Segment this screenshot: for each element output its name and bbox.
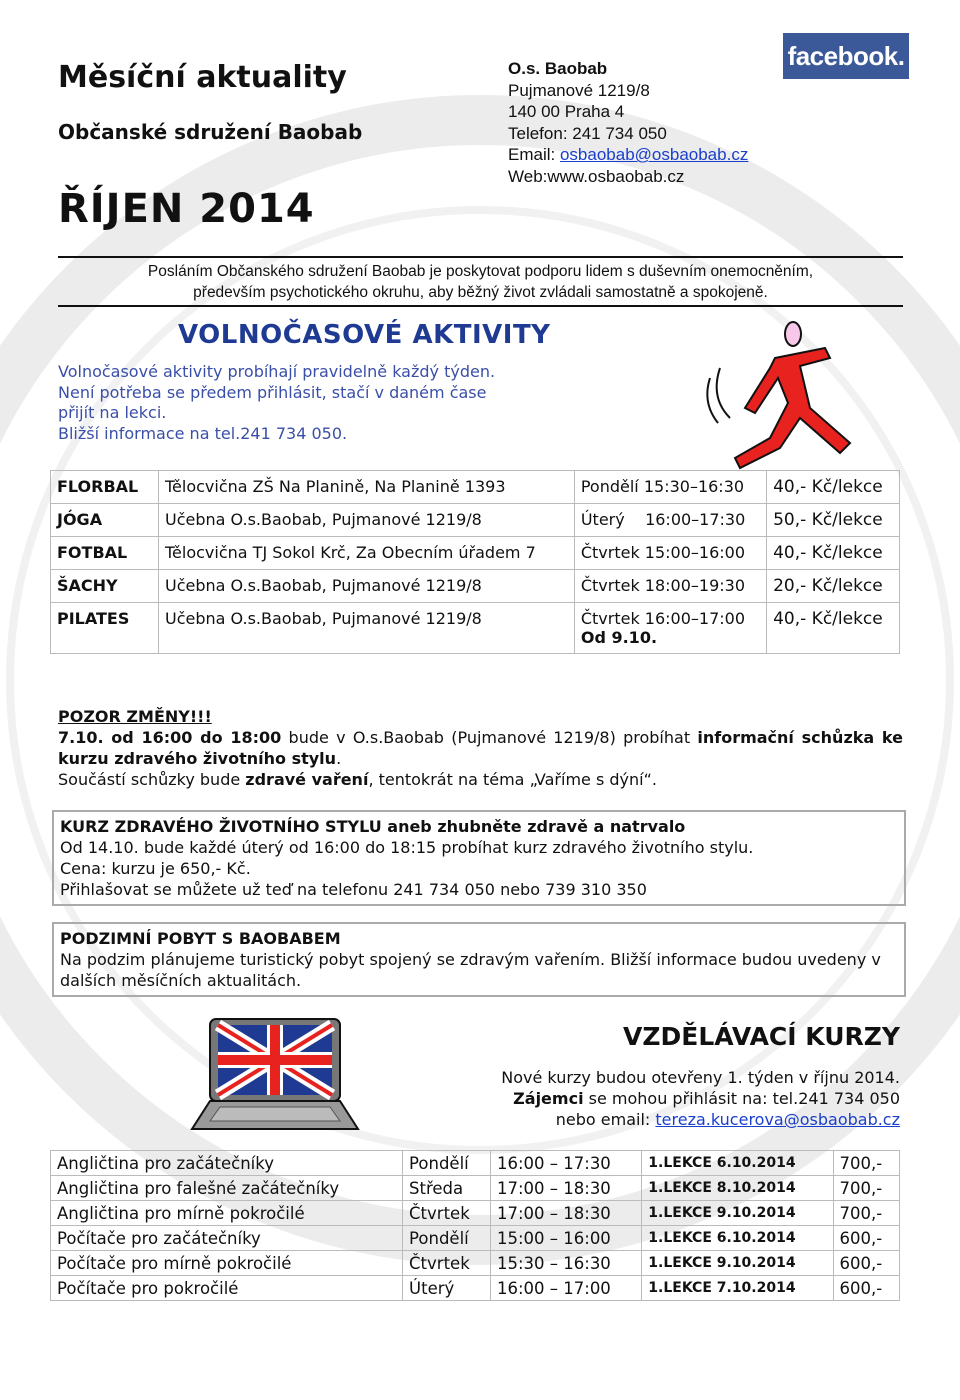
notice-text: , tentokrát na téma „Vaříme s dýní“. [368, 770, 657, 789]
course-time: 15:30 – 16:30 [490, 1251, 641, 1276]
activity-price: 40,- Kč/lekce [767, 603, 900, 654]
notice-event: informační schůzka ke kurzu zdravého životního stylu [58, 728, 903, 768]
course-name: Počítače pro mírně pokročilé [51, 1251, 403, 1276]
course-name: Počítače pro pokročilé [51, 1276, 403, 1301]
course-price: 600,- [833, 1226, 899, 1251]
activity-place: Tělocvična ZŠ Na Planině, Na Planině 1393 [159, 471, 575, 504]
education-line: Nové kurzy budou otevřeny 1. týden v říjnu 2014. [501, 1068, 900, 1087]
activity-name: FLORBAL [51, 471, 159, 504]
course-first-lesson: 1.LEKCE 9.10.2014 [642, 1251, 833, 1276]
course-price: 600,- [833, 1276, 899, 1301]
activity-place: Učebna O.s.Baobab, Pujmanové 1219/8 [159, 603, 575, 654]
mission-statement [58, 256, 903, 307]
course-first-lesson: 1.LEKCE 6.10.2014 [642, 1151, 833, 1176]
course-name: Počítače pro začátečníky [51, 1226, 403, 1251]
activities-table [50, 470, 900, 654]
activity-price: 40,- Kč/lekce [767, 471, 900, 504]
mission-line: především psychotického okruhu, aby běžný život zvládali samostatně a spokojeně. [193, 284, 768, 301]
facebook-logo[interactable]: facebook. [783, 33, 909, 79]
course-name: Angličtina pro falešné začátečníky [51, 1176, 403, 1201]
activity-place: Učebna O.s.Baobab, Pujmanové 1219/8 [159, 570, 575, 603]
education-email-link[interactable]: tereza.kucerova@osbaobab.cz [655, 1110, 900, 1129]
healthy-lifestyle-box [52, 810, 906, 906]
autumn-stay-box [52, 922, 906, 997]
activity-place: Učebna O.s.Baobab, Pujmanové 1219/8 [159, 504, 575, 537]
course-day: Úterý [403, 1276, 491, 1301]
intro-line: Není potřeba se předem přihlásit, stačí v daném čase [58, 382, 487, 402]
course-day: Čtvrtek [403, 1201, 491, 1226]
box-line: Cena: kurzu je 650,- Kč. [60, 859, 251, 878]
activity-time: Čtvrtek 16:00–17:00 [580, 609, 746, 628]
activity-time: Čtvrtek 15:00–16:00 [574, 537, 766, 570]
courses-table [50, 1150, 900, 1301]
table-row [51, 1176, 900, 1201]
org-name: O.s. Baobab [508, 59, 608, 78]
notice-text: Součástí schůzky bude [58, 770, 246, 789]
notice-date: 7.10. od 16:00 do 18:00 [58, 728, 282, 747]
table-row [51, 1151, 900, 1176]
table-row [51, 1201, 900, 1226]
activity-price: 50,- Kč/lekce [767, 504, 900, 537]
intro-line: přijít na lekci. [58, 403, 167, 422]
address-line: 140 00 Praha 4 [508, 102, 625, 121]
course-first-lesson: 1.LEKCE 9.10.2014 [642, 1201, 833, 1226]
runner-illustration [700, 318, 870, 478]
course-day: Středa [403, 1176, 491, 1201]
course-time: 16:00 – 17:00 [490, 1276, 641, 1301]
education-text: se mohou přihlásit na: tel.241 734 050 [583, 1089, 900, 1108]
course-day: Pondělí [403, 1151, 491, 1176]
activity-name: PILATES [51, 603, 159, 654]
activities-title: VOLNOČASOVÉ AKTIVITY [178, 320, 551, 350]
address-line: Pujmanové 1219/8 [508, 80, 650, 100]
contact-block [508, 58, 748, 187]
course-day: Pondělí [403, 1226, 491, 1251]
course-price: 600,- [833, 1251, 899, 1276]
table-row [51, 603, 900, 654]
table-row [51, 1226, 900, 1251]
box-line: Na podzim plánujeme turistický pobyt spojený se zdravým vařením. Bližší informace budou uvedeny v dalších měsíčních aktualitách. [60, 950, 881, 990]
table-row [51, 537, 900, 570]
activity-name: JÓGA [51, 504, 159, 537]
education-text: nebo email: [555, 1110, 656, 1129]
box-heading: KURZ ZDRAVÉHO ŽIVOTNÍHO STYLU aneb zhubněte zdravě a natrvalo [60, 817, 686, 836]
course-first-lesson: 1.LEKCE 7.10.2014 [642, 1276, 833, 1301]
intro-line: Bližší informace na tel.241 734 050. [58, 423, 348, 443]
education-highlight: Zájemci [513, 1089, 584, 1108]
phone: Telefon: 241 734 050 [508, 123, 667, 143]
course-price: 700,- [833, 1151, 899, 1176]
month-heading: ŘÍJEN 2014 [58, 186, 315, 232]
web: Web:www.osbaobab.cz [508, 166, 685, 186]
education-line [430, 1088, 900, 1109]
mission-line: Posláním Občanského sdružení Baobab je poskytovat podporu lidem s duševním onemocněním, [147, 263, 814, 280]
notice-paragraph [58, 769, 903, 790]
course-name: Angličtina pro mírně pokročilé [51, 1201, 403, 1226]
course-name: Angličtina pro začátečníky [51, 1151, 403, 1176]
activity-time-cell [574, 603, 766, 654]
activity-name: FOTBAL [51, 537, 159, 570]
activity-time: Čtvrtek 18:00–19:30 [574, 570, 766, 603]
notice-highlight: zdravé vaření [245, 770, 369, 789]
education-line [430, 1109, 900, 1130]
course-first-lesson: 1.LEKCE 8.10.2014 [642, 1176, 833, 1201]
course-time: 16:00 – 17:30 [490, 1151, 641, 1176]
table-row [51, 504, 900, 537]
page-title: Měsíční aktuality [58, 60, 347, 95]
table-row [51, 570, 900, 603]
page-subtitle: Občanské sdružení Baobab [58, 120, 363, 144]
activity-start-date: Od 9.10. [580, 628, 658, 647]
table-row [51, 471, 900, 504]
intro-line: Volnočasové aktivity probíhají pravidelně každý týden. [58, 362, 496, 381]
notice-text: . [336, 749, 342, 768]
email-label: Email: [508, 145, 560, 164]
box-line: Přihlašovat se můžete už teď na telefonu 241 734 050 nebo 739 310 350 [60, 880, 647, 899]
education-title: VZDĚLÁVACÍ KURZY [623, 1022, 900, 1051]
table-row [51, 1251, 900, 1276]
course-price: 700,- [833, 1201, 899, 1226]
course-time: 15:00 – 16:00 [490, 1226, 641, 1251]
activity-price: 20,- Kč/lekce [767, 570, 900, 603]
laptop-uk-flag-illustration [190, 1015, 360, 1135]
course-day: Čtvrtek [403, 1251, 491, 1276]
activity-price: 40,- Kč/lekce [767, 537, 900, 570]
education-intro [430, 1067, 900, 1130]
course-time: 17:00 – 18:30 [490, 1176, 641, 1201]
email-line [508, 144, 748, 166]
notice-text: bude v O.s.Baobab (Pujmanové 1219/8) probíhat [281, 728, 698, 747]
email-link[interactable]: osbaobab@osbaobab.cz [559, 145, 749, 164]
activity-name: ŠACHY [51, 570, 159, 603]
activity-time: Pondělí 15:30–16:30 [574, 471, 766, 504]
box-line: Od 14.10. bude každé úterý od 16:00 do 18:15 probíhat kurz zdravého životního stylu. [60, 838, 754, 857]
notice-paragraph [58, 727, 903, 769]
course-first-lesson: 1.LEKCE 6.10.2014 [642, 1226, 833, 1251]
course-time: 17:00 – 18:30 [490, 1201, 641, 1226]
box-heading: PODZIMNÍ POBYT S BAOBABEM [60, 929, 341, 948]
notice-block [58, 706, 903, 790]
activities-intro [58, 362, 618, 444]
activity-place: Tělocvična TJ Sokol Krč, Za Obecním úřadem 7 [159, 537, 575, 570]
table-row [51, 1276, 900, 1301]
course-price: 700,- [833, 1176, 899, 1201]
activity-time: Úterý 16:00–17:30 [574, 504, 766, 537]
notice-heading: POZOR ZMĚNY!!! [58, 707, 212, 726]
